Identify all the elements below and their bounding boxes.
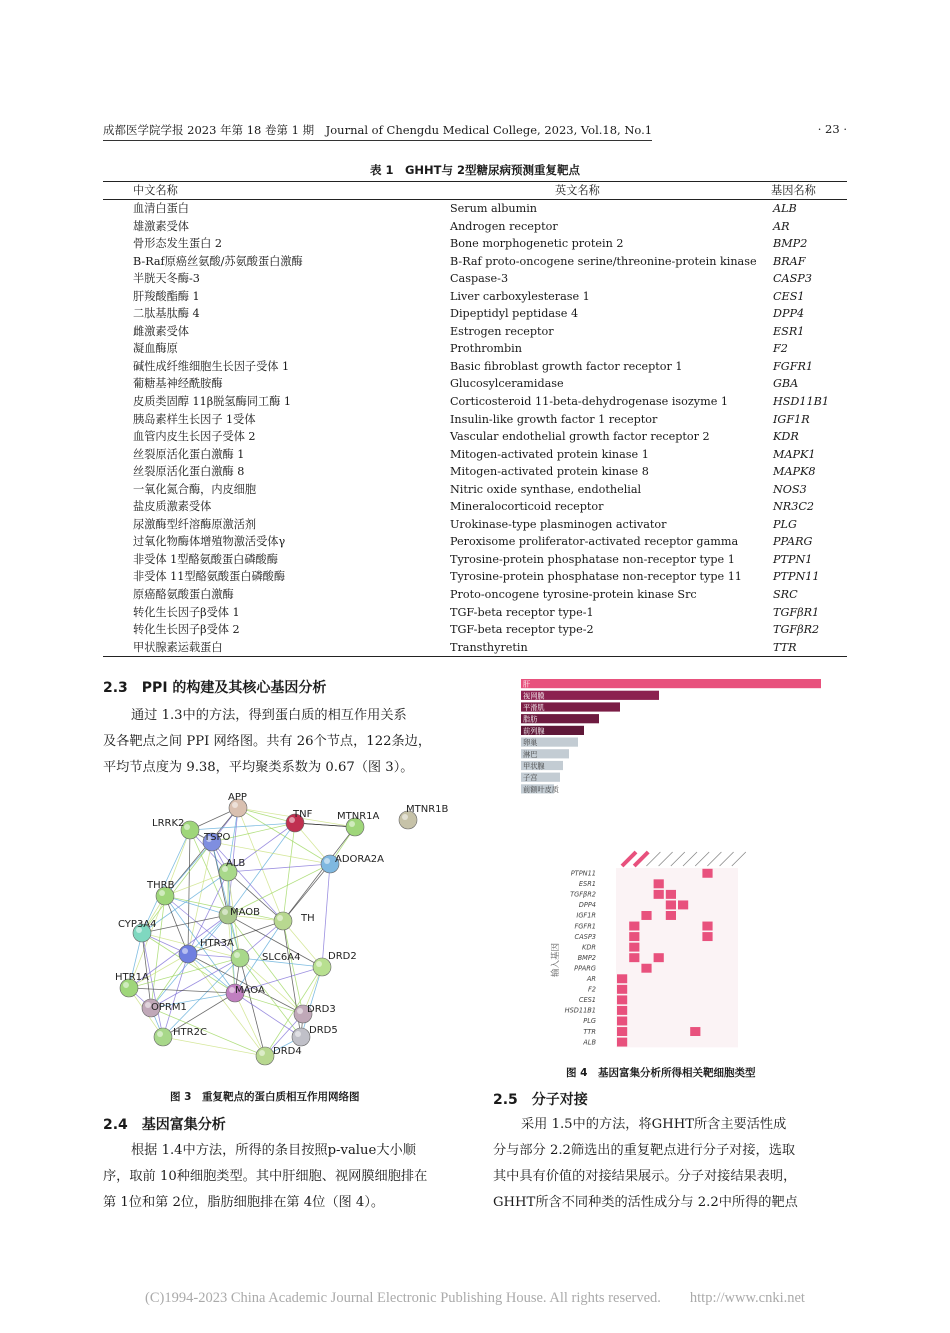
node-label: ADORA2A [335, 854, 384, 865]
cell-gene-name: BRAF [773, 254, 806, 268]
node-label: MTNR1B [406, 804, 449, 815]
cell-gene-name: TGFβR1 [773, 605, 820, 619]
cell-english-name: Insulin-like growth factor 1 receptor [450, 412, 658, 426]
heatmap-cell [617, 985, 627, 994]
heatmap-cell [617, 1027, 627, 1036]
node-circle [274, 912, 292, 930]
gene-celltype-heatmap [548, 830, 748, 1050]
heatmap-cell [654, 879, 664, 888]
node-highlight [182, 948, 188, 954]
copyright-footer: (C)1994-2023 China Academic Journal Electronic Publishing House. All rights reserved. http://www.cnki.net [145, 1290, 805, 1306]
table-row [103, 411, 847, 429]
text-line: 及各靶点之间 PPI 网络图。共有 26个节点，122条边， [103, 734, 432, 749]
cell-chinese-name: 骨形态发生蛋白 2 [133, 237, 222, 251]
heatmap-cell [678, 900, 688, 909]
node-circle [231, 949, 249, 967]
cell-chinese-name: 血管内皮生长因子受体 2 [133, 430, 256, 444]
heatmap-column-label [720, 852, 734, 866]
heatmap-column-label [707, 852, 721, 866]
heatmap-y-axis-label: 输入基因 [551, 942, 561, 978]
cell-chinese-name: 肝羧酸酯酶 1 [133, 289, 200, 303]
section-2-5-heading: 2.5 分子对接 [493, 1092, 588, 1108]
heatmap-gene-label: DPP4 [578, 901, 596, 910]
heatmap-cell [629, 922, 639, 931]
network-node-drd2 [313, 951, 357, 976]
cell-type-bar-chart [515, 675, 845, 805]
node-label: APP [228, 792, 247, 803]
network-node-oprm1 [142, 999, 187, 1017]
network-edge [283, 921, 303, 1014]
heatmap-gene-label: PTPN11 [570, 869, 596, 878]
network-node-tnf [286, 809, 313, 832]
cell-chinese-name: 转化生长因子β受体 1 [133, 605, 240, 619]
node-label: HTR1A [115, 972, 149, 983]
table-row [103, 446, 847, 464]
text-line: 其中具有价值的对接结果展示。分子对接结果表明， [493, 1169, 797, 1184]
cell-chinese-name: 丝裂原活化蛋白激酶 1 [133, 447, 245, 461]
network-node-drd4 [256, 1046, 302, 1065]
cell-gene-name: TGFβR2 [773, 623, 820, 637]
cell-chinese-name: 过氧化物酶体增殖物激活受体γ [133, 535, 286, 549]
heatmap-gene-label: HSD11B1 [564, 1006, 596, 1015]
cell-gene-name: PTPN1 [773, 552, 813, 566]
table-header-row [103, 182, 847, 200]
table-row [103, 551, 847, 569]
cell-gene-name: PPARG [773, 535, 813, 549]
table-row [103, 340, 847, 358]
heatmap-gene-label: KDR [582, 943, 596, 952]
cell-chinese-name: 非受体 11型酪氨酸蛋白磷酸酶 [133, 570, 286, 584]
cell-chinese-name: 原癌酪氨酸蛋白激酶 [133, 588, 234, 602]
cell-chinese-name: 半胱天冬酶-3 [133, 272, 200, 286]
cell-english-name: Bone morphogenetic protein 2 [450, 237, 624, 251]
node-label: DRD4 [273, 1046, 302, 1057]
cell-english-name: TGF-beta receptor type-1 [450, 605, 594, 619]
bar-label: 脂肪 [523, 714, 538, 724]
cell-chinese-name: 非受体 1型酪氨酸蛋白磷酸酶 [133, 552, 278, 566]
heatmap-gene-label: IGF1R [576, 911, 596, 920]
col-header-chinese: 中文名称 [133, 184, 178, 197]
network-edge [163, 1037, 265, 1056]
table-row [103, 481, 847, 499]
node-label: CYP3A4 [118, 919, 157, 930]
bar-label: 卵巢 [523, 738, 538, 748]
cell-gene-name: DPP4 [773, 307, 805, 321]
heatmap-cell [641, 964, 651, 973]
text-line: 通过 1.3中的方法，得到蛋白质的相互作用关系 [131, 708, 407, 723]
cell-gene-name: AR [773, 219, 790, 233]
table-row [103, 305, 847, 323]
cell-english-name: Serum albumin [450, 202, 538, 215]
cell-gene-name: PTPN11 [773, 570, 820, 584]
network-node-adora2a [321, 854, 384, 873]
cell-english-name: Proto-oncogene tyrosine-protein kinase Src [450, 588, 697, 602]
table-row [103, 235, 847, 253]
cell-english-name: Transthyretin [450, 640, 528, 654]
table-row [103, 200, 847, 218]
cell-gene-name: KDR [773, 430, 799, 444]
network-node-htr2c [154, 1027, 207, 1046]
heatmap-cell [702, 922, 712, 931]
heatmap-cell [666, 911, 676, 920]
bar-label: 前列腺 [523, 726, 545, 736]
table-row [103, 568, 847, 586]
node-label: OPRM1 [151, 1002, 187, 1013]
node-label: SLC6A4 [262, 952, 301, 963]
node-label: TSPO [204, 832, 231, 843]
heatmap-cell [629, 943, 639, 952]
table-row [103, 533, 847, 551]
node-label: ALB [226, 858, 246, 869]
cell-english-name: Basic fibroblast growth factor receptor 1 [450, 359, 683, 373]
heatmap-gene-label: F2 [588, 985, 596, 994]
cell-english-name: Vascular endothelial growth factor receptor 2 [450, 430, 710, 444]
cell-chinese-name: 血清白蛋白 [133, 202, 189, 215]
node-label: LRRK2 [152, 818, 185, 829]
cell-gene-name: HSD11B1 [773, 395, 829, 409]
heatmap-cell [666, 900, 676, 909]
node-highlight [295, 1031, 301, 1037]
table-caption: 表 1 GHHT与 2型糖尿病预测重复靶点 [369, 163, 581, 177]
cell-chinese-name: 葡糖基神经酰胺酶 [133, 377, 223, 391]
cell-gene-name: MAPK1 [773, 447, 816, 461]
heatmap-gene-label: PLG [583, 1017, 596, 1026]
heatmap-gene-label: ALB [583, 1038, 596, 1047]
cell-chinese-name: 二肽基肽酶 4 [133, 307, 200, 321]
node-circle [292, 1028, 310, 1046]
cell-chinese-name: 丝裂原活化蛋白激酶 8 [133, 465, 245, 479]
text-line: 采用 1.5中的方法，将GHHT所含主要活性成 [521, 1117, 787, 1132]
section-2-4-heading: 2.4 基因富集分析 [103, 1117, 226, 1133]
table-row [103, 498, 847, 516]
heatmap-cell [702, 932, 712, 941]
heatmap-cell [654, 890, 664, 899]
cell-chinese-name: 尿激酶型纤溶酶原激活剂 [133, 517, 257, 531]
section-2-5-text [493, 1112, 849, 1216]
heatmap-cell [641, 911, 651, 920]
heatmap-cell [617, 995, 627, 1004]
network-node-th [274, 912, 315, 930]
table-row [103, 288, 847, 306]
cell-english-name: Tyrosine-protein phosphatase non-receptor type 11 [450, 570, 742, 584]
cell-english-name: Peroxisome proliferator-activated receptor gamma [450, 535, 739, 549]
table-row [103, 253, 847, 271]
node-label: DRD2 [328, 951, 357, 962]
network-node-maoa [226, 984, 265, 1002]
node-label: DRD5 [309, 1025, 338, 1036]
node-highlight [316, 961, 322, 967]
cell-gene-name: F2 [773, 342, 788, 356]
table-row [103, 516, 847, 534]
cell-gene-name: NOS3 [773, 482, 807, 496]
table-row [103, 270, 847, 288]
table-row [103, 428, 847, 446]
table-body [103, 200, 847, 656]
cell-chinese-name: 甲状腺素运载蛋白 [133, 640, 223, 654]
network-edge [151, 958, 240, 1008]
node-label: HTR2C [173, 1027, 207, 1038]
bar-label: 肝 [523, 679, 531, 689]
cell-chinese-name: 凝血酶原 [133, 342, 178, 356]
table-row [103, 463, 847, 481]
table-row [103, 218, 847, 236]
bar-label: 甲状腺 [523, 761, 545, 771]
figure-4-caption: 图 4 基因富集分析所得相关靶细胞类型 [566, 1067, 756, 1079]
cell-gene-name: FGFR1 [773, 359, 814, 373]
bar-1 [521, 679, 821, 688]
node-circle [154, 1028, 172, 1046]
section-2-3-heading: 2.3 PPI 的构建及其核心基因分析 [103, 680, 327, 696]
node-highlight [222, 909, 228, 915]
cell-english-name: Nitric oxide synthase, endothelial [450, 482, 642, 496]
network-node-tspo [203, 832, 230, 851]
table-row [103, 358, 847, 376]
heatmap-cell [617, 1038, 627, 1047]
heatmap-cell [617, 974, 627, 983]
network-edge [283, 823, 295, 921]
heatmap-cell [666, 890, 676, 899]
cell-english-name: Androgen receptor [450, 219, 558, 233]
text-line: 序，取前 10种细胞类型。其中肝细胞、视网膜细胞排在 [103, 1169, 428, 1184]
heatmap-gene-label: BMP2 [577, 953, 596, 962]
node-label: DRD3 [307, 1004, 336, 1015]
bar-label: 子宫 [523, 773, 538, 783]
network-node-drd3 [294, 1004, 336, 1023]
node-circle [179, 945, 197, 963]
text-line: 分与部分 2.2筛选出的重复靶点进行分子对接，选取 [493, 1143, 796, 1158]
heatmap-gene-label: TGFβR2 [570, 890, 596, 899]
cell-english-name: Mitogen-activated protein kinase 8 [450, 465, 649, 479]
network-node-thrb [146, 880, 175, 905]
cell-chinese-name: 雌激素受体 [133, 324, 189, 338]
network-node-app [228, 792, 247, 817]
heatmap-cell [654, 953, 664, 962]
node-label: MAOB [230, 907, 261, 918]
cell-english-name: Prothrombin [450, 342, 522, 356]
cell-english-name: Estrogen receptor [450, 324, 554, 338]
node-highlight [277, 915, 283, 921]
cell-chinese-name: 盐皮质激素受体 [133, 500, 212, 514]
heatmap-column-label [695, 852, 709, 866]
targets-table [103, 181, 847, 657]
text-line: GHHT所含不同种类的活性成分与 2.2中所得的靶点 [493, 1195, 798, 1210]
cell-chinese-name: B-Raf原癌丝氨酸/苏氨酸蛋白激酶 [133, 254, 303, 268]
text-line: 平均节点度为 9.38，平均聚类系数为 0.67（图 3）。 [103, 760, 414, 775]
cell-english-name: Caspase-3 [450, 272, 509, 286]
heatmap-gene-label: AR [586, 975, 596, 983]
cell-gene-name: MAPK8 [773, 465, 816, 479]
cell-gene-name: IGF1R [773, 412, 810, 426]
section-2-4-text [103, 1138, 460, 1216]
bar-label: 前额叶皮质 [523, 784, 559, 794]
network-edge [129, 988, 235, 993]
table-row [103, 639, 847, 657]
cell-english-name: Mineralocorticoid receptor [450, 500, 604, 514]
node-highlight [184, 824, 190, 830]
heatmap-gene-label: CASP3 [574, 932, 596, 941]
cell-english-name: Mitogen-activated protein kinase 1 [450, 447, 649, 461]
cell-gene-name: BMP2 [773, 237, 808, 251]
section-2-3-text [103, 703, 460, 781]
network-edge [165, 896, 228, 915]
col-header-gene: 基因名称 [771, 184, 816, 197]
cell-gene-name: PLG [773, 517, 797, 531]
cell-english-name: Dipeptidyl peptidase 4 [450, 307, 579, 321]
text-line: 根据 1.4中方法，所得的条目按照p-value大小顺 [131, 1143, 416, 1158]
network-node-mtnr1a [337, 811, 380, 836]
heatmap-cell [617, 1017, 627, 1026]
cell-chinese-name: 转化生长因子β受体 2 [133, 623, 240, 637]
heatmap-cell [702, 869, 712, 878]
network-edge [188, 830, 190, 954]
cell-chinese-name: 皮质类固醇 11β脱氢酶同工酶 1 [133, 395, 291, 409]
heatmap-cell [690, 1027, 700, 1036]
ppi-network-figure [115, 790, 449, 1070]
table-row [103, 393, 847, 411]
col-header-english: 英文名称 [555, 184, 600, 197]
cell-english-name: Urokinase-type plasminogen activator [450, 517, 667, 531]
network-node-drd5 [292, 1025, 338, 1046]
network-edges [129, 808, 355, 1056]
cell-english-name: TGF-beta receptor type-2 [450, 623, 594, 637]
node-highlight [297, 1008, 303, 1014]
cell-english-name: Glucosylceramidase [450, 377, 564, 391]
table-row [103, 604, 847, 622]
table-row [103, 621, 847, 639]
node-circle [256, 1047, 274, 1065]
table-row [103, 586, 847, 604]
node-label: TNF [293, 809, 313, 820]
network-node-htr1a [115, 972, 149, 997]
table-row [103, 375, 847, 393]
bar-label: 视网膜 [523, 691, 545, 701]
bar-label: 淋巴 [523, 749, 538, 759]
heatmap-gene-label: CES1 [578, 996, 596, 1005]
cell-gene-name: TTR [773, 640, 797, 654]
cell-gene-name: GBA [773, 377, 799, 391]
cell-english-name: B-Raf proto-oncogene serine/threonine-protein kinase [450, 254, 757, 268]
page-number: · 23 · [817, 122, 847, 136]
running-head [103, 122, 847, 140]
heatmap-cell [629, 932, 639, 941]
cell-gene-name: CASP3 [773, 272, 812, 286]
heatmap-gene-label: PPARG [574, 964, 596, 973]
cell-gene-name: ESR1 [773, 324, 805, 338]
cell-english-name: Corticosteroid 11-beta-dehydrogenase isozyme 1 [450, 395, 728, 409]
network-edge [235, 993, 265, 1056]
network-node-mtnr1b [399, 804, 449, 829]
node-label: HTR3A [200, 938, 234, 949]
cell-gene-name: ALB [773, 202, 797, 215]
heatmap-column-label [732, 852, 746, 866]
node-label: TH [301, 913, 315, 924]
heatmap-cell [629, 953, 639, 962]
heatmap-gene-label: FGFR1 [574, 922, 596, 931]
cell-english-name: Tyrosine-protein phosphatase non-receptor type 1 [450, 552, 735, 566]
node-label: THRB [147, 880, 175, 891]
network-edge [283, 827, 355, 921]
heatmap-gene-label: TTR [583, 1027, 596, 1036]
cell-gene-name: NR3C2 [773, 500, 815, 514]
network-node-alb [219, 858, 245, 881]
heatmap-column-label [671, 852, 685, 866]
journal-header: 成都医学院学报 2023 年第 18 卷第 1 期 Journal of Chengdu Medical College, 2023, Vol.18, No.1 [103, 122, 652, 141]
network-node-lrrk2 [152, 818, 199, 839]
heatmap-column-label [683, 852, 697, 866]
cell-gene-name: CES1 [773, 289, 805, 303]
node-label: MTNR1A [337, 811, 380, 822]
cell-english-name: Liver carboxylesterase 1 [450, 289, 590, 303]
bar-label: 平滑肌 [523, 703, 545, 712]
heatmap-column-label [659, 852, 673, 866]
cell-chinese-name: 碱性成纤维细胞生长因子受体 1 [133, 359, 290, 373]
network-edge [240, 958, 265, 1056]
cell-chinese-name: 一氧化氮合酶，内皮细胞 [133, 482, 257, 496]
cell-chinese-name: 雄激素受体 [133, 219, 189, 233]
heatmap-gene-label: ESR1 [578, 880, 596, 889]
node-highlight [157, 1031, 163, 1037]
text-line: 第 1位和第 2位，脂肪细胞排在第 4位（图 4）。 [103, 1195, 385, 1210]
node-label: MAOA [235, 985, 265, 996]
node-highlight [259, 1050, 265, 1056]
figure-3-caption: 图 3 重复靶点的蛋白质相互作用网络图 [170, 1091, 360, 1103]
cell-gene-name: SRC [773, 588, 798, 602]
cell-chinese-name: 胰岛素样生长因子 1受体 [133, 412, 256, 426]
node-highlight [234, 952, 240, 958]
heatmap-cell [617, 1006, 627, 1015]
network-node-htr3a [179, 938, 234, 963]
node-highlight [324, 858, 330, 864]
table-row [103, 323, 847, 341]
